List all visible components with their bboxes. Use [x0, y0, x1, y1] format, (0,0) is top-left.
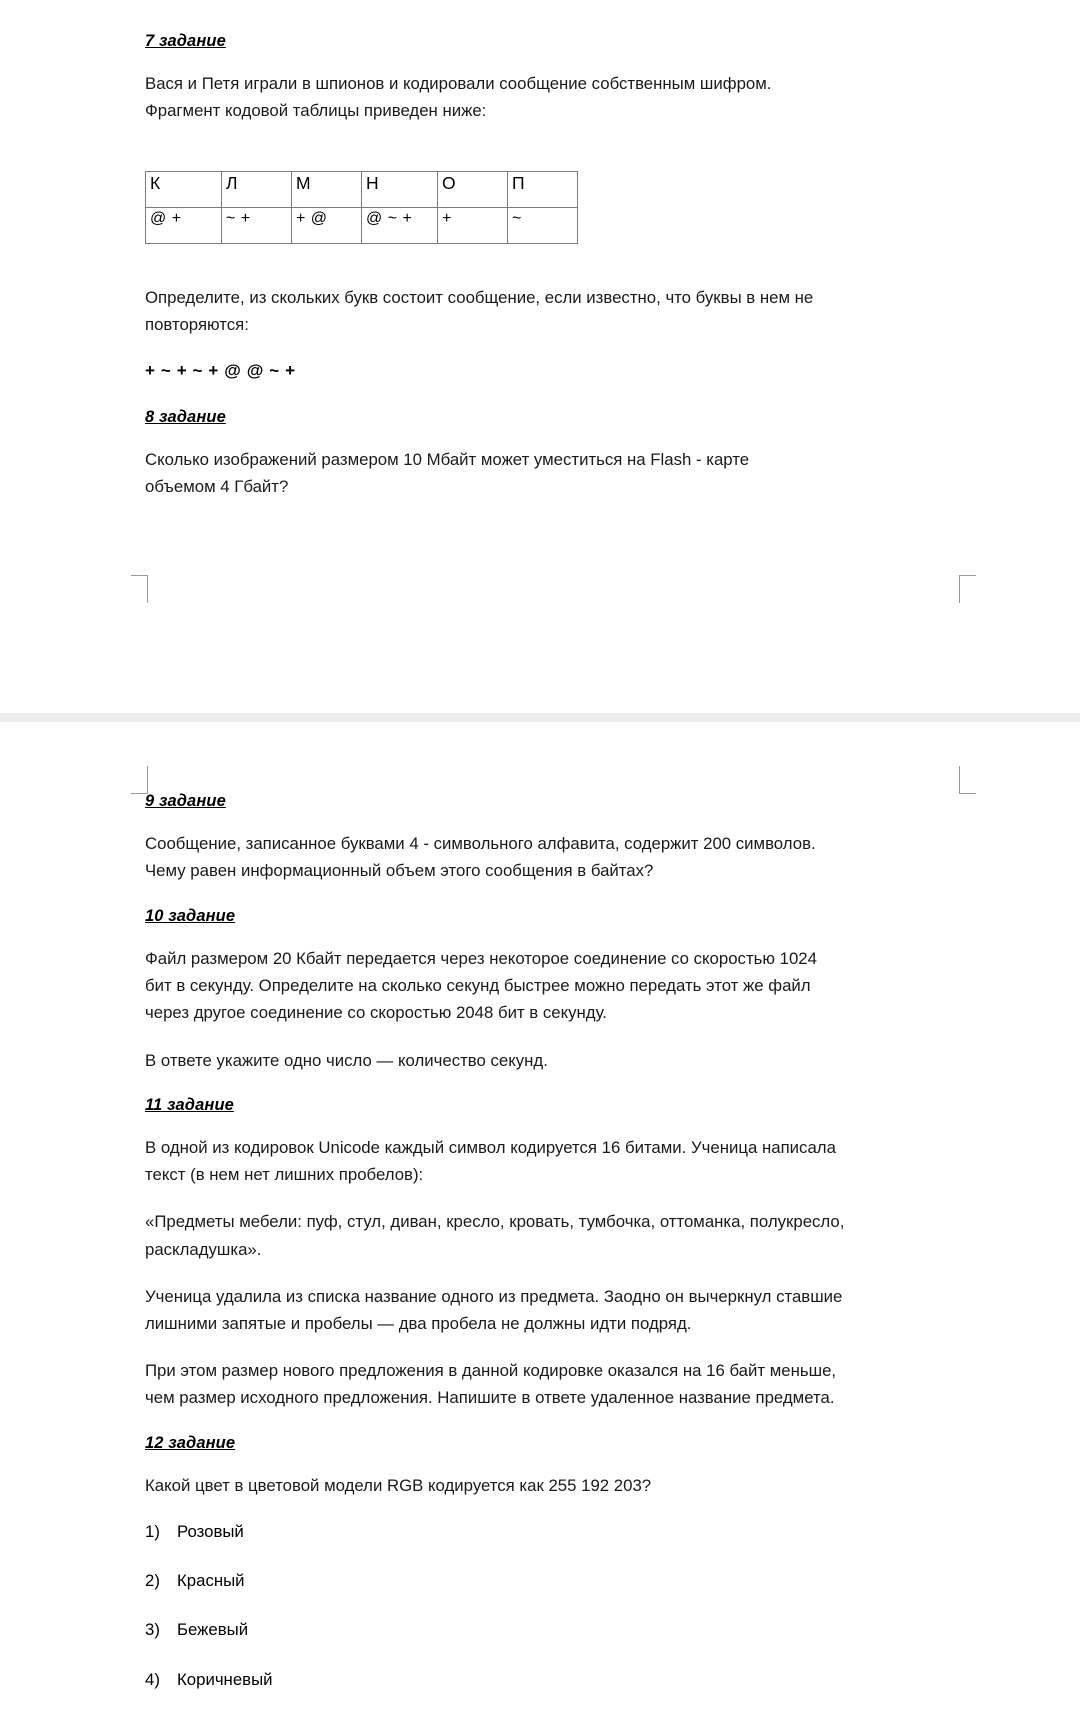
table-cell-letter-1: К	[146, 171, 222, 207]
task-9-heading: 9 задание	[145, 792, 226, 810]
task-7-question	[145, 284, 935, 338]
task-7-intro-line-1: Вася и Петя играли в шпионов и кодировали сообщение собственным шифром.	[145, 74, 772, 94]
task-7-intro	[145, 70, 935, 124]
list-item[interactable]	[145, 1568, 935, 1593]
list-item[interactable]	[145, 1667, 935, 1692]
page-break-separator	[0, 713, 1080, 722]
table-cell-code-4: @ ~ +	[362, 207, 438, 243]
table-cell-code-2: ~ +	[222, 207, 292, 243]
spacer-after-table	[145, 270, 935, 284]
task-8-heading: 8 задание	[145, 407, 226, 426]
task-11-final-question	[145, 1357, 935, 1411]
task-7-heading: 7 задание	[145, 32, 226, 50]
table-cell-letter-3: М	[292, 171, 362, 207]
list-item[interactable]	[145, 1519, 935, 1544]
table-cell-code-6: ~	[508, 207, 578, 243]
spacer-before-table	[145, 143, 935, 171]
task-11-quoted-text	[145, 1208, 935, 1262]
task-12-heading: 12 задание	[145, 1433, 236, 1452]
task-7-question-line-1: Определите, из скольких букв состоит сообщение, если известно, что буквы в нем не	[145, 287, 814, 307]
option-number: 2)	[145, 1571, 160, 1591]
table-cell-letter-2: Л	[222, 171, 292, 207]
task-11-heading: 11 задание	[145, 1095, 234, 1114]
document-page-2	[0, 722, 1080, 1689]
task-9-body	[145, 830, 935, 884]
table-cell-code-1: @ +	[146, 207, 222, 243]
list-item[interactable]	[145, 1617, 935, 1642]
task-8-line-1: Сколько изображений размером 10 Мбайт может уместиться на Flash - карте	[145, 449, 750, 469]
table-row-codes	[146, 207, 578, 243]
option-number: 1)	[145, 1522, 160, 1542]
task-10-body	[145, 945, 935, 1027]
option-label: Коричневый	[177, 1669, 273, 1689]
task-10-heading: 10 задание	[145, 906, 236, 925]
option-label: Розовый	[177, 1522, 244, 1542]
table-cell-letter-4: Н	[362, 171, 438, 207]
task-8-line-2: объемом 4 Гбайт?	[145, 477, 289, 497]
crop-mark-top-right-icon	[948, 766, 976, 794]
task-9-line-1: Сообщение, записанное буквами 4 - символьного алфавита, содержит 200 символов.	[145, 834, 816, 854]
task-11-line-6: лишними запятые и пробелы — два пробела не должны идти подряд.	[145, 1314, 692, 1334]
option-label: Бежевый	[177, 1620, 249, 1640]
page-1-content	[145, 30, 935, 520]
task-11-line-5: Ученица удалила из списка название одного из предмета. Заодно он вычеркнул ставшие	[145, 1286, 843, 1306]
task-11-line-8: чем размер исходного предложения. Напишите в ответе удаленное название предмета.	[145, 1388, 835, 1408]
task-7-intro-line-2: Фрагмент кодовой таблицы приведен ниже:	[145, 101, 487, 121]
task-10-line-3: через другое соединение со скоростью 2048 бит в секунду.	[145, 1003, 607, 1023]
task-11-intro	[145, 1134, 935, 1188]
task-10-answer-note: В ответе укажите одно число — количество секунд.	[145, 1050, 548, 1070]
task-11-line-2: текст (в нем нет лишних пробелов):	[145, 1165, 424, 1185]
table-row-letters	[146, 171, 578, 207]
page-2-content	[145, 790, 935, 1716]
table-cell-code-5: +	[438, 207, 508, 243]
task-12-options-list	[145, 1519, 935, 1692]
crop-mark-bottom-right-icon	[948, 575, 976, 603]
task-11-line-7: При этом размер нового предложения в данной кодировке оказался на 16 байт меньше,	[145, 1361, 837, 1381]
task-11-line-3: «Предметы мебели: пуф, стул, диван, кресло, кровать, тумбочка, оттоманка, полукресло,	[145, 1212, 845, 1232]
task-11-line-4: раскладушка».	[145, 1239, 262, 1259]
table-cell-letter-5: О	[438, 171, 508, 207]
task-8-body	[145, 446, 935, 500]
task-7-question-line-2: повторяются:	[145, 314, 249, 334]
task-12-question: Какой цвет в цветовой модели RGB кодируется как 255 192 203?	[145, 1475, 652, 1495]
task-9-line-2: Чему равен информационный объем этого сообщения в байтах?	[145, 861, 654, 881]
crop-mark-bottom-left-icon	[131, 575, 159, 603]
option-number: 4)	[145, 1669, 160, 1689]
task-7-cipher-string: + ~ + ~ + @ @ ~ +	[145, 361, 296, 381]
document-page-1	[0, 0, 1080, 713]
table-cell-code-3: + @	[292, 207, 362, 243]
task-11-line-1: В одной из кодировок Unicode каждый символ кодируется 16 битами. Ученица написала	[145, 1138, 836, 1158]
option-label: Красный	[177, 1571, 245, 1591]
table-cell-letter-6: П	[508, 171, 578, 207]
task-11-condition	[145, 1283, 935, 1337]
task-10-line-1: Файл размером 20 Кбайт передается через некоторое соединение со скоростью 1024	[145, 948, 817, 968]
option-number: 3)	[145, 1620, 160, 1640]
task-10-line-2: бит в секунду. Определите на сколько секунд быстрее можно передать этот же файл	[145, 976, 811, 996]
cipher-code-table	[145, 171, 578, 244]
